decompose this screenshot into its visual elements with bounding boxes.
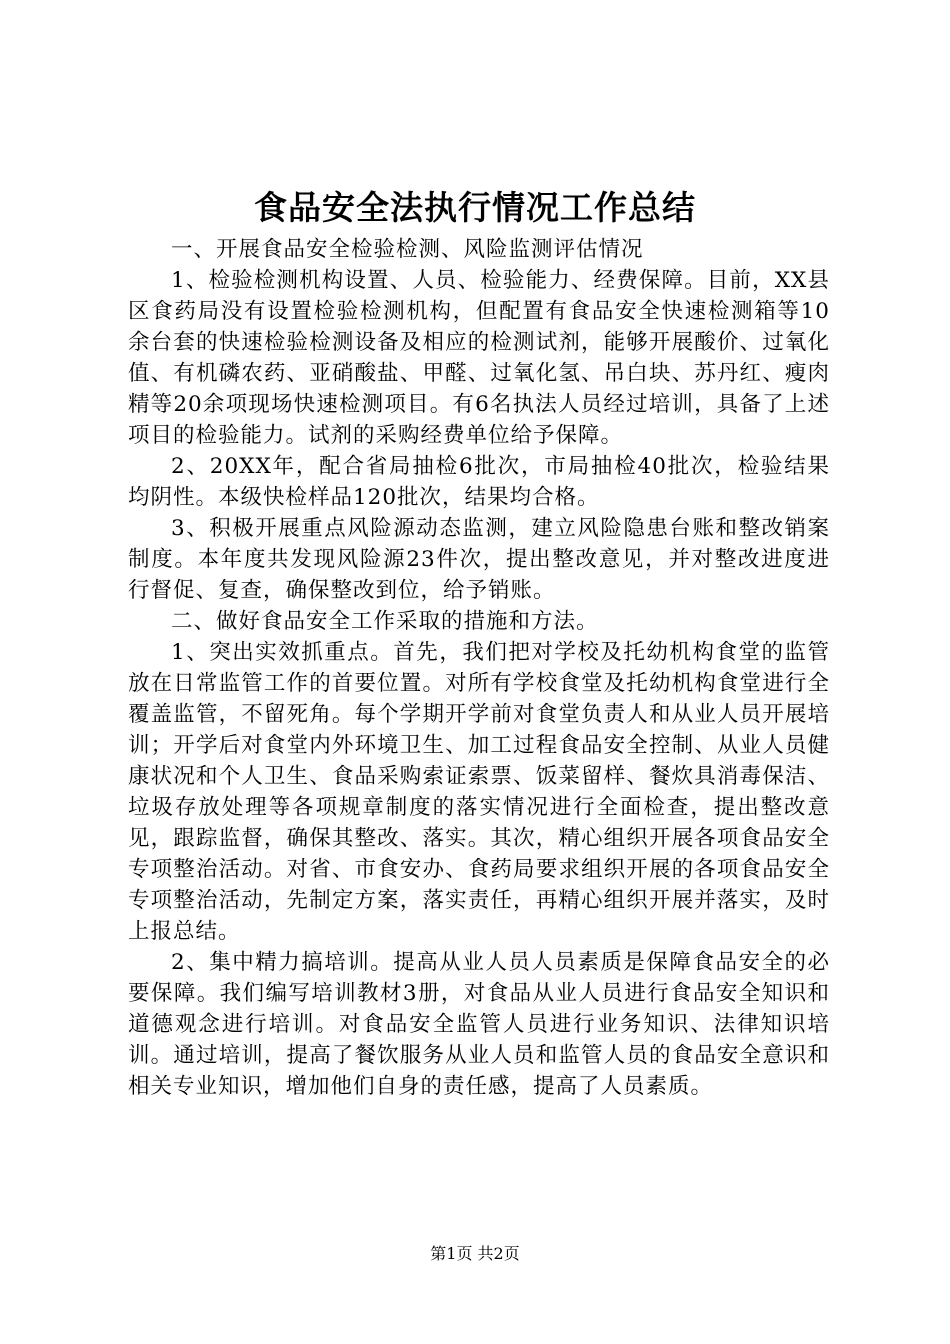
paragraph: 2、20XX年，配合省局抽检6批次，市局抽检40批次，检验结果均阴性。本级快检样品120批次，结果均合格。	[128, 454, 830, 510]
document-body	[128, 234, 830, 1102]
page-footer: 第1页 共2页	[430, 1244, 520, 1263]
section-heading-2: 二、做好食品安全工作采取的措施和方法。	[171, 609, 599, 634]
paragraph: 3、积极开展重点风险源动态监测，建立风险隐患台账和整改销案制度。本年度共发现风险源23件次，提出整改意见，并对整改进度进行督促、复查，确保整改到位，给予销账。	[128, 516, 830, 603]
paragraph: 1、突出实效抓重点。首先，我们把对学校及托幼机构食堂的监管放在日常监管工作的首要位置。对所有学校食堂及托幼机构食堂进行全覆盖监管，不留死角。每个学期开学前对食堂负责人和从业人员开展培训；开学后对食堂内外环境卫生、加工过程食品安全控制、从业人员健康状况和个人卫生、食品采购索证索票、饭菜留样、餐炊具消毒保洁、垃圾存放处理等各项规章制度的落实情况进行全面检查，提出整改意见，跟踪监督，确保其整改、落实。其次，精心组织开展各项食品安全专项整治活动。对省、市食安办、食药局要求组织开展的各项食品安全专项整治活动，先制定方案，落实责任，再精心组织开展并落实，及时上报总结。	[128, 640, 830, 944]
section-heading-1: 一、开展食品安全检验检测、风险监测评估情况	[171, 237, 644, 262]
document-title: 食品安全法执行情况工作总结	[254, 188, 696, 227]
paragraph: 1、检验检测机构设置、人员、检验能力、经费保障。目前，XX县区食药局没有设置检验检测机构，但配置有食品安全快速检测箱等10余台套的快速检验检测设备及相应的检测试剂，能够开展酸价、过氧化值、有机磷农药、亚硝酸盐、甲醛、过氧化氢、吊白块、苏丹红、瘦肉精等20余项现场快速检测项目。有6名执法人员经过培训，具备了上述项目的检验能力。试剂的采购经费单位给予保障。	[128, 268, 830, 448]
paragraph: 2、集中精力搞培训。提高从业人员人员素质是保障食品安全的必要保障。我们编写培训教材3册，对食品从业人员进行食品安全知识和道德观念进行培训。对食品安全监管人员进行业务知识、法律知识培训。通过培训，提高了餐饮服务从业人员和监管人员的食品安全意识和相关专业知识，增加他们自身的责任感，提高了人员素质。	[128, 950, 830, 1099]
